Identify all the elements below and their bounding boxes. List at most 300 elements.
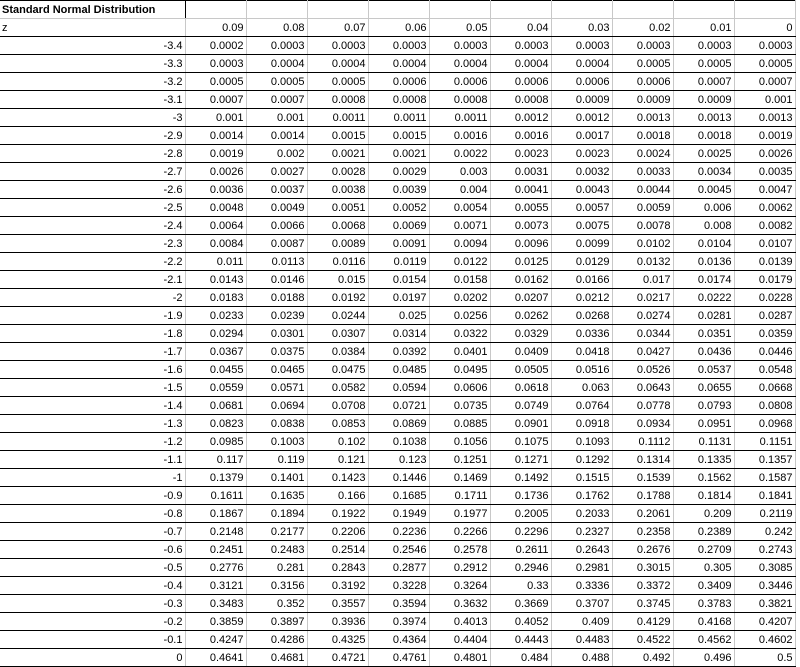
probability-cell[interactable]: 0.0281 xyxy=(673,307,734,325)
probability-cell[interactable]: 0.1271 xyxy=(490,451,551,469)
z-value-cell[interactable]: -2.1 xyxy=(0,271,185,289)
probability-cell[interactable]: 0.3336 xyxy=(551,577,612,595)
probability-cell[interactable]: 0.0495 xyxy=(429,361,490,379)
probability-cell[interactable]: 0.2981 xyxy=(551,559,612,577)
probability-cell[interactable]: 0.0029 xyxy=(368,163,429,181)
probability-cell[interactable]: 0.0094 xyxy=(429,235,490,253)
probability-cell[interactable]: 0.0594 xyxy=(368,379,429,397)
probability-cell[interactable]: 0.0023 xyxy=(551,145,612,163)
empty-cell[interactable] xyxy=(246,1,307,19)
probability-cell[interactable]: 0.0571 xyxy=(246,379,307,397)
probability-cell[interactable]: 0.0008 xyxy=(490,91,551,109)
probability-cell[interactable]: 0.0019 xyxy=(185,145,246,163)
probability-cell[interactable]: 0.0559 xyxy=(185,379,246,397)
probability-cell[interactable]: 0.0125 xyxy=(490,253,551,271)
probability-cell[interactable]: 0.0409 xyxy=(490,343,551,361)
probability-cell[interactable]: 0.4681 xyxy=(246,649,307,667)
probability-cell[interactable]: 0.166 xyxy=(307,487,368,505)
probability-cell[interactable]: 0.004 xyxy=(429,181,490,199)
probability-cell[interactable]: 0.0084 xyxy=(185,235,246,253)
probability-cell[interactable]: 0.3409 xyxy=(673,577,734,595)
probability-cell[interactable]: 0.0256 xyxy=(429,307,490,325)
probability-cell[interactable]: 0.0351 xyxy=(673,325,734,343)
probability-cell[interactable]: 0.1314 xyxy=(612,451,673,469)
probability-cell[interactable]: 0.0089 xyxy=(307,235,368,253)
probability-cell[interactable]: 0.4129 xyxy=(612,613,673,631)
probability-cell[interactable]: 0.0015 xyxy=(368,127,429,145)
probability-cell[interactable]: 0.1292 xyxy=(551,451,612,469)
probability-cell[interactable]: 0.0951 xyxy=(673,415,734,433)
probability-cell[interactable]: 0.1814 xyxy=(673,487,734,505)
probability-cell[interactable]: 0.0869 xyxy=(368,415,429,433)
probability-cell[interactable]: 0.0104 xyxy=(673,235,734,253)
probability-cell[interactable]: 0.0375 xyxy=(246,343,307,361)
probability-cell[interactable]: 0.0006 xyxy=(551,73,612,91)
probability-cell[interactable]: 0.0516 xyxy=(551,361,612,379)
probability-cell[interactable]: 0.5 xyxy=(734,649,795,667)
z-value-cell[interactable]: -0.7 xyxy=(0,523,185,541)
probability-cell[interactable]: 0.0003 xyxy=(368,37,429,55)
probability-cell[interactable]: 0.0668 xyxy=(734,379,795,397)
probability-cell[interactable]: 0.0197 xyxy=(368,289,429,307)
empty-cell[interactable] xyxy=(673,1,734,19)
probability-cell[interactable]: 0.4562 xyxy=(673,631,734,649)
probability-cell[interactable]: 0.0268 xyxy=(551,307,612,325)
probability-cell[interactable]: 0.063 xyxy=(551,379,612,397)
probability-cell[interactable]: 0.0032 xyxy=(551,163,612,181)
probability-cell[interactable]: 0.1562 xyxy=(673,469,734,487)
probability-cell[interactable]: 0.0007 xyxy=(185,91,246,109)
probability-cell[interactable]: 0.006 xyxy=(673,199,734,217)
probability-cell[interactable]: 0.1977 xyxy=(429,505,490,523)
probability-cell[interactable]: 0.2514 xyxy=(307,541,368,559)
probability-cell[interactable]: 0.0427 xyxy=(612,343,673,361)
probability-cell[interactable]: 0.0006 xyxy=(429,73,490,91)
probability-cell[interactable]: 0.0039 xyxy=(368,181,429,199)
probability-cell[interactable]: 0.0643 xyxy=(612,379,673,397)
probability-cell[interactable]: 0.0009 xyxy=(673,91,734,109)
probability-cell[interactable]: 0.1093 xyxy=(551,433,612,451)
z-value-cell[interactable]: -2 xyxy=(0,289,185,307)
probability-cell[interactable]: 0.0044 xyxy=(612,181,673,199)
probability-cell[interactable]: 0.0116 xyxy=(307,253,368,271)
probability-cell[interactable]: 0.0068 xyxy=(307,217,368,235)
probability-cell[interactable]: 0.121 xyxy=(307,451,368,469)
probability-cell[interactable]: 0.0064 xyxy=(185,217,246,235)
probability-cell[interactable]: 0.001 xyxy=(246,109,307,127)
probability-cell[interactable]: 0.0014 xyxy=(246,127,307,145)
column-header-cell[interactable]: 0 xyxy=(734,19,795,37)
probability-cell[interactable]: 0.0174 xyxy=(673,271,734,289)
probability-cell[interactable]: 0.0228 xyxy=(734,289,795,307)
probability-cell[interactable]: 0.0069 xyxy=(368,217,429,235)
probability-cell[interactable]: 0.1587 xyxy=(734,469,795,487)
probability-cell[interactable]: 0.0918 xyxy=(551,415,612,433)
probability-cell[interactable]: 0.492 xyxy=(612,649,673,667)
probability-cell[interactable]: 0.1922 xyxy=(307,505,368,523)
probability-cell[interactable]: 0.0003 xyxy=(490,37,551,55)
probability-cell[interactable]: 0.0006 xyxy=(368,73,429,91)
probability-cell[interactable]: 0.2005 xyxy=(490,505,551,523)
probability-cell[interactable]: 0.0188 xyxy=(246,289,307,307)
probability-cell[interactable]: 0.0004 xyxy=(368,55,429,73)
probability-cell[interactable]: 0.0054 xyxy=(429,199,490,217)
probability-cell[interactable]: 0.3974 xyxy=(368,613,429,631)
probability-cell[interactable]: 0.0018 xyxy=(673,127,734,145)
probability-cell[interactable]: 0.0047 xyxy=(734,181,795,199)
probability-cell[interactable]: 0.0091 xyxy=(368,235,429,253)
probability-cell[interactable]: 0.119 xyxy=(246,451,307,469)
probability-cell[interactable]: 0.0005 xyxy=(185,73,246,91)
probability-cell[interactable]: 0.2546 xyxy=(368,541,429,559)
probability-cell[interactable]: 0.0212 xyxy=(551,289,612,307)
probability-cell[interactable]: 0.352 xyxy=(246,595,307,613)
probability-cell[interactable]: 0.0012 xyxy=(490,109,551,127)
probability-cell[interactable]: 0.3897 xyxy=(246,613,307,631)
probability-cell[interactable]: 0.2611 xyxy=(490,541,551,559)
probability-cell[interactable]: 0.209 xyxy=(673,505,734,523)
probability-cell[interactable]: 0.2119 xyxy=(734,505,795,523)
probability-cell[interactable]: 0.0013 xyxy=(734,109,795,127)
probability-cell[interactable]: 0.0049 xyxy=(246,199,307,217)
probability-cell[interactable]: 0.0031 xyxy=(490,163,551,181)
probability-cell[interactable]: 0.0166 xyxy=(551,271,612,289)
probability-cell[interactable]: 0.2296 xyxy=(490,523,551,541)
probability-cell[interactable]: 0.2743 xyxy=(734,541,795,559)
probability-cell[interactable]: 0.1949 xyxy=(368,505,429,523)
probability-cell[interactable]: 0.0028 xyxy=(307,163,368,181)
probability-cell[interactable]: 0.3669 xyxy=(490,595,551,613)
probability-cell[interactable]: 0.1151 xyxy=(734,433,795,451)
probability-cell[interactable]: 0.0023 xyxy=(490,145,551,163)
probability-cell[interactable]: 0.2358 xyxy=(612,523,673,541)
probability-cell[interactable]: 0.3372 xyxy=(612,577,673,595)
probability-cell[interactable]: 0.0618 xyxy=(490,379,551,397)
probability-cell[interactable]: 0.33 xyxy=(490,577,551,595)
probability-cell[interactable]: 0.0322 xyxy=(429,325,490,343)
probability-cell[interactable]: 0.0455 xyxy=(185,361,246,379)
probability-cell[interactable]: 0.3821 xyxy=(734,595,795,613)
probability-cell[interactable]: 0.4602 xyxy=(734,631,795,649)
probability-cell[interactable]: 0.2877 xyxy=(368,559,429,577)
probability-cell[interactable]: 0.0035 xyxy=(734,163,795,181)
probability-cell[interactable]: 0.0003 xyxy=(307,37,368,55)
probability-cell[interactable]: 0.0344 xyxy=(612,325,673,343)
probability-cell[interactable]: 0.0015 xyxy=(307,127,368,145)
probability-cell[interactable]: 0.2266 xyxy=(429,523,490,541)
probability-cell[interactable]: 0.0007 xyxy=(246,91,307,109)
probability-cell[interactable]: 0.4443 xyxy=(490,631,551,649)
probability-cell[interactable]: 0.0013 xyxy=(612,109,673,127)
z-value-cell[interactable]: -0.8 xyxy=(0,505,185,523)
probability-cell[interactable]: 0.1379 xyxy=(185,469,246,487)
z-value-cell[interactable]: -0.2 xyxy=(0,613,185,631)
probability-cell[interactable]: 0.0681 xyxy=(185,397,246,415)
probability-cell[interactable]: 0.0764 xyxy=(551,397,612,415)
probability-cell[interactable]: 0.0985 xyxy=(185,433,246,451)
probability-cell[interactable]: 0.3192 xyxy=(307,577,368,595)
probability-cell[interactable]: 0.281 xyxy=(246,559,307,577)
probability-cell[interactable]: 0.0071 xyxy=(429,217,490,235)
z-value-cell[interactable]: -3.4 xyxy=(0,37,185,55)
probability-cell[interactable]: 0.2912 xyxy=(429,559,490,577)
probability-cell[interactable]: 0.3859 xyxy=(185,613,246,631)
z-header-cell[interactable]: z xyxy=(0,19,185,37)
probability-cell[interactable]: 0.0018 xyxy=(612,127,673,145)
probability-cell[interactable]: 0.0003 xyxy=(612,37,673,55)
probability-cell[interactable]: 0.0021 xyxy=(307,145,368,163)
probability-cell[interactable]: 0.0526 xyxy=(612,361,673,379)
probability-cell[interactable]: 0.4286 xyxy=(246,631,307,649)
z-value-cell[interactable]: -3.2 xyxy=(0,73,185,91)
column-header-cell[interactable]: 0.03 xyxy=(551,19,612,37)
probability-cell[interactable]: 0.1788 xyxy=(612,487,673,505)
probability-cell[interactable]: 0.496 xyxy=(673,649,734,667)
z-value-cell[interactable]: -0.6 xyxy=(0,541,185,559)
probability-cell[interactable]: 0.0143 xyxy=(185,271,246,289)
z-value-cell[interactable]: -0.5 xyxy=(0,559,185,577)
z-value-cell[interactable]: 0 xyxy=(0,649,185,667)
probability-cell[interactable]: 0.3557 xyxy=(307,595,368,613)
probability-cell[interactable]: 0.1611 xyxy=(185,487,246,505)
probability-cell[interactable]: 0.1867 xyxy=(185,505,246,523)
probability-cell[interactable]: 0.0102 xyxy=(612,235,673,253)
z-value-cell[interactable]: -1.5 xyxy=(0,379,185,397)
probability-cell[interactable]: 0.1736 xyxy=(490,487,551,505)
probability-cell[interactable]: 0.0022 xyxy=(429,145,490,163)
column-header-cell[interactable]: 0.02 xyxy=(612,19,673,37)
column-header-cell[interactable]: 0.08 xyxy=(246,19,307,37)
probability-cell[interactable]: 0.0113 xyxy=(246,253,307,271)
probability-cell[interactable]: 0.0793 xyxy=(673,397,734,415)
probability-cell[interactable]: 0.2389 xyxy=(673,523,734,541)
probability-cell[interactable]: 0.305 xyxy=(673,559,734,577)
probability-cell[interactable]: 0.1251 xyxy=(429,451,490,469)
probability-cell[interactable]: 0.0007 xyxy=(734,73,795,91)
z-value-cell[interactable]: -3.3 xyxy=(0,55,185,73)
empty-cell[interactable] xyxy=(185,1,246,19)
probability-cell[interactable]: 0.0007 xyxy=(673,73,734,91)
z-value-cell[interactable]: -3 xyxy=(0,109,185,127)
probability-cell[interactable]: 0.0239 xyxy=(246,307,307,325)
probability-cell[interactable]: 0.0087 xyxy=(246,235,307,253)
probability-cell[interactable]: 0.0708 xyxy=(307,397,368,415)
probability-cell[interactable]: 0.0384 xyxy=(307,343,368,361)
probability-cell[interactable]: 0.0749 xyxy=(490,397,551,415)
probability-cell[interactable]: 0.1131 xyxy=(673,433,734,451)
probability-cell[interactable]: 0.0038 xyxy=(307,181,368,199)
probability-cell[interactable]: 0.0048 xyxy=(185,199,246,217)
z-value-cell[interactable]: -2.3 xyxy=(0,235,185,253)
probability-cell[interactable]: 0.0017 xyxy=(551,127,612,145)
z-value-cell[interactable]: -0.9 xyxy=(0,487,185,505)
probability-cell[interactable]: 0.3936 xyxy=(307,613,368,631)
probability-cell[interactable]: 0.0446 xyxy=(734,343,795,361)
probability-cell[interactable]: 0.3121 xyxy=(185,577,246,595)
probability-cell[interactable]: 0.4168 xyxy=(673,613,734,631)
probability-cell[interactable]: 0.0154 xyxy=(368,271,429,289)
probability-cell[interactable]: 0.0033 xyxy=(612,163,673,181)
probability-cell[interactable]: 0.2843 xyxy=(307,559,368,577)
z-value-cell[interactable]: -0.1 xyxy=(0,631,185,649)
probability-cell[interactable]: 0.0004 xyxy=(307,55,368,73)
probability-cell[interactable]: 0.1446 xyxy=(368,469,429,487)
probability-cell[interactable]: 0.4325 xyxy=(307,631,368,649)
z-value-cell[interactable]: -1.8 xyxy=(0,325,185,343)
probability-cell[interactable]: 0.0122 xyxy=(429,253,490,271)
probability-cell[interactable]: 0.0582 xyxy=(307,379,368,397)
probability-cell[interactable]: 0.0885 xyxy=(429,415,490,433)
probability-cell[interactable]: 0.0009 xyxy=(612,91,673,109)
probability-cell[interactable]: 0.4364 xyxy=(368,631,429,649)
empty-cell[interactable] xyxy=(612,1,673,19)
probability-cell[interactable]: 0.0008 xyxy=(429,91,490,109)
probability-cell[interactable]: 0.0735 xyxy=(429,397,490,415)
probability-cell[interactable]: 0.4052 xyxy=(490,613,551,631)
probability-cell[interactable]: 0.2236 xyxy=(368,523,429,541)
probability-cell[interactable]: 0.0808 xyxy=(734,397,795,415)
probability-cell[interactable]: 0.002 xyxy=(246,145,307,163)
probability-cell[interactable]: 0.0548 xyxy=(734,361,795,379)
z-value-cell[interactable]: -1.3 xyxy=(0,415,185,433)
probability-cell[interactable]: 0.0606 xyxy=(429,379,490,397)
probability-cell[interactable]: 0.3446 xyxy=(734,577,795,595)
probability-cell[interactable]: 0.1539 xyxy=(612,469,673,487)
probability-cell[interactable]: 0.1685 xyxy=(368,487,429,505)
probability-cell[interactable]: 0.0132 xyxy=(612,253,673,271)
probability-cell[interactable]: 0.3085 xyxy=(734,559,795,577)
empty-cell[interactable] xyxy=(368,1,429,19)
probability-cell[interactable]: 0.0027 xyxy=(246,163,307,181)
probability-cell[interactable]: 0.0314 xyxy=(368,325,429,343)
probability-cell[interactable]: 0.4721 xyxy=(307,649,368,667)
probability-cell[interactable]: 0.1335 xyxy=(673,451,734,469)
z-value-cell[interactable]: -1.4 xyxy=(0,397,185,415)
probability-cell[interactable]: 0.0003 xyxy=(185,55,246,73)
probability-cell[interactable]: 0.0066 xyxy=(246,217,307,235)
probability-cell[interactable]: 0.4404 xyxy=(429,631,490,649)
probability-cell[interactable]: 0.0003 xyxy=(429,37,490,55)
probability-cell[interactable]: 0.117 xyxy=(185,451,246,469)
probability-cell[interactable]: 0.484 xyxy=(490,649,551,667)
probability-cell[interactable]: 0.2148 xyxy=(185,523,246,541)
z-value-cell[interactable]: -3.1 xyxy=(0,91,185,109)
probability-cell[interactable]: 0.0005 xyxy=(307,73,368,91)
probability-cell[interactable]: 0.0037 xyxy=(246,181,307,199)
probability-cell[interactable]: 0.0139 xyxy=(734,253,795,271)
probability-cell[interactable]: 0.0003 xyxy=(734,37,795,55)
probability-cell[interactable]: 0.1841 xyxy=(734,487,795,505)
probability-cell[interactable]: 0.0217 xyxy=(612,289,673,307)
probability-cell[interactable]: 0.0082 xyxy=(734,217,795,235)
probability-cell[interactable]: 0.0162 xyxy=(490,271,551,289)
probability-cell[interactable]: 0.0075 xyxy=(551,217,612,235)
probability-cell[interactable]: 0.2946 xyxy=(490,559,551,577)
probability-cell[interactable]: 0.0005 xyxy=(734,55,795,73)
probability-cell[interactable]: 0.0537 xyxy=(673,361,734,379)
probability-cell[interactable]: 0.0475 xyxy=(307,361,368,379)
probability-cell[interactable]: 0.0016 xyxy=(429,127,490,145)
probability-cell[interactable]: 0.1112 xyxy=(612,433,673,451)
probability-cell[interactable]: 0.011 xyxy=(185,253,246,271)
probability-cell[interactable]: 0.3015 xyxy=(612,559,673,577)
column-header-cell[interactable]: 0.01 xyxy=(673,19,734,37)
probability-cell[interactable]: 0.0401 xyxy=(429,343,490,361)
probability-cell[interactable]: 0.0052 xyxy=(368,199,429,217)
probability-cell[interactable]: 0.0024 xyxy=(612,145,673,163)
probability-cell[interactable]: 0.3783 xyxy=(673,595,734,613)
probability-cell[interactable]: 0.0004 xyxy=(490,55,551,73)
probability-cell[interactable]: 0.4483 xyxy=(551,631,612,649)
probability-cell[interactable]: 0.0233 xyxy=(185,307,246,325)
probability-cell[interactable]: 0.0359 xyxy=(734,325,795,343)
probability-cell[interactable]: 0.0968 xyxy=(734,415,795,433)
probability-cell[interactable]: 0.0043 xyxy=(551,181,612,199)
z-value-cell[interactable]: -2.9 xyxy=(0,127,185,145)
probability-cell[interactable]: 0.0158 xyxy=(429,271,490,289)
probability-cell[interactable]: 0.2709 xyxy=(673,541,734,559)
probability-cell[interactable]: 0.0009 xyxy=(551,91,612,109)
probability-cell[interactable]: 0.1894 xyxy=(246,505,307,523)
probability-cell[interactable]: 0.409 xyxy=(551,613,612,631)
probability-cell[interactable]: 0.1492 xyxy=(490,469,551,487)
probability-cell[interactable]: 0.0062 xyxy=(734,199,795,217)
probability-cell[interactable]: 0.0129 xyxy=(551,253,612,271)
probability-cell[interactable]: 0.0016 xyxy=(490,127,551,145)
probability-cell[interactable]: 0.102 xyxy=(307,433,368,451)
probability-cell[interactable]: 0.0392 xyxy=(368,343,429,361)
probability-cell[interactable]: 0.0026 xyxy=(734,145,795,163)
probability-cell[interactable]: 0.2676 xyxy=(612,541,673,559)
probability-cell[interactable]: 0.001 xyxy=(734,91,795,109)
probability-cell[interactable]: 0.0301 xyxy=(246,325,307,343)
probability-cell[interactable]: 0.1401 xyxy=(246,469,307,487)
probability-cell[interactable]: 0.0005 xyxy=(673,55,734,73)
probability-cell[interactable]: 0.0059 xyxy=(612,199,673,217)
probability-cell[interactable]: 0.1056 xyxy=(429,433,490,451)
probability-cell[interactable]: 0.0823 xyxy=(185,415,246,433)
probability-cell[interactable]: 0.0505 xyxy=(490,361,551,379)
probability-cell[interactable]: 0.4522 xyxy=(612,631,673,649)
probability-cell[interactable]: 0.3707 xyxy=(551,595,612,613)
probability-cell[interactable]: 0.0011 xyxy=(368,109,429,127)
probability-cell[interactable]: 0.0003 xyxy=(246,37,307,55)
z-value-cell[interactable]: -2.4 xyxy=(0,217,185,235)
probability-cell[interactable]: 0.0179 xyxy=(734,271,795,289)
probability-cell[interactable]: 0.0041 xyxy=(490,181,551,199)
probability-cell[interactable]: 0.0274 xyxy=(612,307,673,325)
probability-cell[interactable]: 0.0485 xyxy=(368,361,429,379)
probability-cell[interactable]: 0.3483 xyxy=(185,595,246,613)
probability-cell[interactable]: 0.0655 xyxy=(673,379,734,397)
probability-cell[interactable]: 0.2643 xyxy=(551,541,612,559)
probability-cell[interactable]: 0.0838 xyxy=(246,415,307,433)
probability-cell[interactable]: 0.2776 xyxy=(185,559,246,577)
probability-cell[interactable]: 0.0367 xyxy=(185,343,246,361)
probability-cell[interactable]: 0.0012 xyxy=(551,109,612,127)
probability-cell[interactable]: 0.0057 xyxy=(551,199,612,217)
probability-cell[interactable]: 0.4207 xyxy=(734,613,795,631)
z-value-cell[interactable]: -1.2 xyxy=(0,433,185,451)
probability-cell[interactable]: 0.1357 xyxy=(734,451,795,469)
probability-cell[interactable]: 0.1469 xyxy=(429,469,490,487)
probability-cell[interactable]: 0.0934 xyxy=(612,415,673,433)
probability-cell[interactable]: 0.1038 xyxy=(368,433,429,451)
z-value-cell[interactable]: -2.6 xyxy=(0,181,185,199)
probability-cell[interactable]: 0.0436 xyxy=(673,343,734,361)
probability-cell[interactable]: 0.0336 xyxy=(551,325,612,343)
probability-cell[interactable]: 0.0202 xyxy=(429,289,490,307)
